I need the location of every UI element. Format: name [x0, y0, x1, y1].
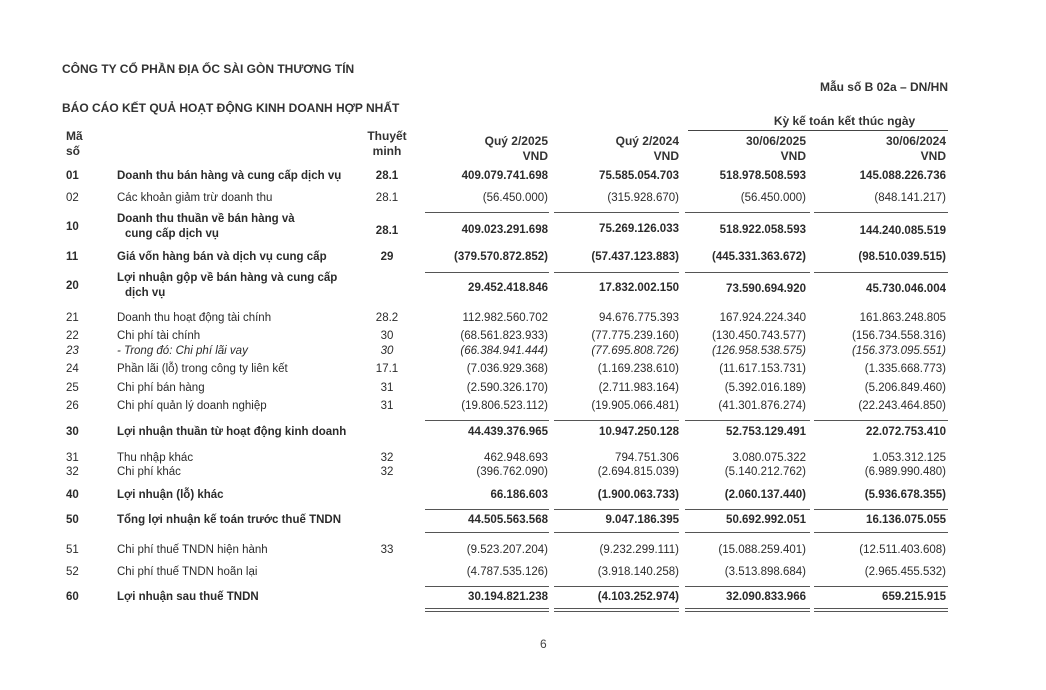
table-row: [0, 426, 1046, 442]
row-label: Chi phí tài chính: [117, 330, 201, 342]
cell-value: 66.186.603: [490, 489, 548, 501]
cell-value: (4.787.535.126): [466, 566, 548, 578]
row-code: 52: [66, 566, 79, 578]
cell-value: 462.948.693: [484, 452, 548, 464]
header-col-unit: VND: [920, 149, 946, 163]
subtotal-rule: [685, 509, 810, 510]
table-row: [0, 514, 1046, 530]
subtotal-rule: [425, 420, 549, 421]
cell-value: (56.450.000): [740, 192, 806, 204]
form-code: Mẫu số B 02a – DN/HN: [819, 80, 948, 94]
row-label: Lợi nhuận (lỗ) khác: [117, 489, 224, 501]
cell-value: 44.505.563.568: [468, 514, 548, 526]
cell-value: (1.900.063.733): [597, 489, 679, 501]
cell-value: (5.936.678.355): [864, 489, 946, 501]
header-col-label: Quý 2/2025: [484, 134, 548, 148]
row-code: 10: [66, 221, 79, 233]
subtotal-rule: [814, 509, 948, 510]
row-note: 33: [380, 544, 394, 556]
table-row: [0, 192, 1046, 208]
cell-value: (2.711.983.164): [598, 382, 679, 394]
header-note-line1: Thuyết: [367, 129, 407, 143]
row-label: Chi phí quản lý doanh nghiệp: [117, 400, 267, 412]
cell-value: (445.331.363.672): [712, 251, 806, 263]
cell-value: 32.090.833.966: [726, 591, 806, 603]
row-label-line2: cung cấp dịch vụ: [125, 228, 219, 240]
cell-value: (2.694.815.039): [597, 466, 679, 478]
double-rule: [685, 608, 810, 609]
row-label: - Trong đó: Chi phí lãi vay: [117, 345, 248, 357]
row-code: 02: [66, 192, 79, 204]
row-note: 32: [380, 466, 394, 478]
table-row: [0, 363, 1046, 379]
cell-value: 94.676.775.393: [599, 312, 679, 324]
cell-value: 45.730.046.004: [866, 283, 946, 295]
table-row: [0, 251, 1046, 267]
table-row: [0, 312, 1046, 328]
cell-value: 44.439.376.965: [468, 426, 548, 438]
cell-value: 167.924.224.340: [719, 312, 806, 324]
cell-value: 794.751.306: [615, 452, 679, 464]
double-rule: [554, 608, 679, 609]
double-rule: [554, 611, 679, 612]
subtotal-rule: [685, 420, 810, 421]
row-label: Chi phí thuế TNDN hoãn lại: [117, 566, 258, 578]
row-label: Lợi nhuận thuần từ hoạt động kinh doanh: [117, 426, 347, 438]
double-rule: [425, 608, 549, 609]
cell-value: (77.775.239.160): [591, 330, 679, 342]
row-code: 31: [66, 452, 79, 464]
cell-value: (5.392.016.189): [724, 382, 806, 394]
cell-value: (56.450.000): [482, 192, 548, 204]
cell-value: (379.570.872.852): [454, 251, 548, 263]
cell-value: (848.141.217): [874, 192, 946, 204]
subtotal-rule: [685, 586, 810, 587]
row-code: 51: [66, 544, 79, 556]
total-rule: [685, 532, 810, 533]
header-col-ytd-2024: [796, 134, 946, 164]
cell-value: 52.753.129.491: [726, 426, 806, 438]
row-label: Chi phí khác: [117, 466, 181, 478]
table-row: [0, 213, 1046, 243]
row-label: Lợi nhuận gộp về bán hàng và cung cấp: [117, 272, 338, 284]
period-group-underline: [688, 130, 948, 131]
cell-value: (22.243.464.850): [858, 400, 946, 412]
cell-value: 112.982.560.702: [462, 312, 548, 324]
row-label: Doanh thu bán hàng và cung cấp dịch vụ: [117, 170, 342, 182]
cell-value: (19.905.066.481): [591, 400, 679, 412]
cell-value: (11.617.153.731): [719, 363, 806, 375]
row-code: 22: [66, 330, 79, 342]
row-note: 28.1: [375, 170, 399, 182]
double-rule: [814, 608, 948, 609]
row-label: Thu nhập khác: [117, 452, 194, 464]
cell-value: 50.692.992.051: [726, 514, 806, 526]
row-note: 29: [380, 251, 394, 263]
cell-value: (126.958.538.575): [712, 345, 806, 357]
header-col-ytd-2025: [656, 134, 806, 164]
cell-value: 73.590.694.920: [726, 283, 806, 295]
cell-value: (15.088.259.401): [718, 544, 806, 556]
row-note: 30: [380, 330, 394, 342]
header-col-q2-2025: [398, 134, 548, 164]
cell-value: 30.194.821.238: [468, 591, 548, 603]
table-row: [0, 400, 1046, 416]
row-code: 50: [66, 514, 79, 526]
row-code: 25: [66, 382, 79, 394]
cell-value: (156.734.558.316): [852, 330, 946, 342]
row-code: 40: [66, 489, 79, 501]
cell-value: 75.585.054.703: [599, 170, 679, 182]
cell-value: 29.452.418.846: [468, 282, 548, 294]
row-code: 24: [66, 363, 79, 375]
report-title: BÁO CÁO KẾT QUẢ HOẠT ĐỘNG KINH DOANH HỢP NHẤT: [62, 101, 400, 115]
cell-value: (66.384.941.444): [460, 345, 548, 357]
subtotal-rule: [814, 420, 948, 421]
row-code: 30: [66, 426, 79, 438]
cell-value: (315.928.670): [607, 192, 679, 204]
header-code: [66, 129, 83, 159]
cell-value: 409.079.741.698: [461, 170, 548, 182]
table-row: [0, 489, 1046, 505]
cell-value: (98.510.039.515): [858, 251, 946, 263]
row-note: 28.2: [375, 312, 399, 324]
cell-value: 3.080.075.322: [732, 452, 806, 464]
cell-value: (156.373.095.551): [852, 345, 946, 357]
subtotal-rule: [554, 509, 679, 510]
cell-value: 518.978.508.593: [719, 170, 806, 182]
header-col-unit: VND: [522, 149, 548, 163]
cell-value: (68.561.823.933): [460, 330, 548, 342]
row-label: Chi phí bán hàng: [117, 382, 205, 394]
cell-value: 144.240.085.519: [859, 225, 946, 237]
cell-value: 10.947.250.128: [599, 426, 679, 438]
header-col-label: Quý 2/2024: [615, 134, 679, 148]
cell-value: (77.695.808.726): [591, 345, 679, 357]
row-note: 28.1: [375, 192, 399, 204]
cell-value: 161.863.248.805: [859, 312, 946, 324]
header-col-unit: VND: [780, 149, 806, 163]
cell-value: (396.762.090): [476, 466, 548, 478]
header-col-label: 30/06/2025: [745, 134, 806, 148]
cell-value: 518.922.058.593: [719, 224, 806, 236]
row-note: 31: [380, 382, 394, 394]
cell-value: (7.036.929.368): [466, 363, 548, 375]
table-row: [0, 382, 1046, 398]
cell-value: (5.140.212.762): [724, 466, 806, 478]
row-note: 28.1: [375, 225, 399, 237]
row-code: 60: [66, 591, 79, 603]
row-code: 23: [66, 345, 79, 357]
table-row: [0, 466, 1046, 482]
cell-value: 75.269.126.033: [599, 223, 679, 235]
total-rule: [425, 532, 549, 533]
cell-value: 17.832.002.150: [599, 282, 679, 294]
header-code-line2: số: [66, 144, 81, 158]
cell-value: (9.232.299.111): [599, 544, 679, 556]
row-label: Doanh thu hoạt động tài chính: [117, 312, 272, 324]
subtotal-rule: [554, 586, 679, 587]
cell-value: 22.072.753.410: [866, 426, 946, 438]
cell-value: 16.136.075.055: [866, 514, 946, 526]
table-row: [0, 170, 1046, 186]
table-row: [0, 591, 1046, 607]
cell-value: (6.989.990.480): [864, 466, 946, 478]
subtotal-rule: [425, 509, 549, 510]
row-label: Chi phí thuế TNDN hiện hành: [117, 544, 268, 556]
row-note: 32: [380, 452, 394, 464]
double-rule: [814, 611, 948, 612]
cell-value: (4.103.252.974): [597, 591, 679, 603]
row-label: Giá vốn hàng bán và dịch vụ cung cấp: [117, 251, 327, 263]
row-note: 31: [380, 400, 394, 412]
cell-value: 145.088.226.736: [859, 170, 946, 182]
double-rule: [425, 611, 549, 612]
subtotal-rule: [814, 586, 948, 587]
row-label: Lợi nhuận sau thuế TNDN: [117, 591, 259, 603]
table-row: [0, 272, 1046, 302]
cell-value: (12.511.403.608): [859, 544, 946, 556]
row-code: 01: [66, 170, 79, 182]
table-row: [0, 544, 1046, 560]
cell-value: (41.301.876.274): [718, 400, 806, 412]
header-code-line1: Mã: [66, 129, 83, 143]
row-label: Doanh thu thuần về bán hàng và: [117, 213, 295, 225]
table-row: [0, 566, 1046, 582]
cell-value: 659.215.915: [882, 591, 946, 603]
cell-value: 1.053.312.125: [872, 452, 946, 464]
cell-value: (130.450.743.577): [712, 330, 806, 342]
cell-value: (3.918.140.258): [597, 566, 679, 578]
row-code: 32: [66, 466, 79, 478]
row-label-line2: dịch vụ: [125, 287, 166, 299]
cell-value: (2.590.326.170): [466, 382, 548, 394]
header-col-unit: VND: [653, 149, 679, 163]
row-label: Các khoản giảm trừ doanh thu: [117, 192, 273, 204]
cell-value: (1.335.668.773): [864, 363, 946, 375]
subtotal-rule: [425, 586, 549, 587]
row-code: 20: [66, 280, 79, 292]
period-group-label: Kỳ kế toán kết thúc ngày: [773, 114, 916, 128]
row-note: 17.1: [375, 363, 399, 375]
header-col-label: 30/06/2024: [885, 134, 946, 148]
cell-value: (5.206.849.460): [864, 382, 946, 394]
company-name: CÔNG TY CỔ PHẦN ĐỊA ỐC SÀI GÒN THƯƠNG TÍN: [62, 62, 355, 76]
row-code: 26: [66, 400, 79, 412]
header-note-line2: minh: [372, 144, 402, 158]
cell-value: (9.523.207.204): [466, 544, 548, 556]
cell-value: 409.023.291.698: [461, 224, 548, 236]
row-label: Phần lãi (lỗ) trong công ty liên kết: [117, 363, 288, 375]
cell-value: (2.965.455.532): [864, 566, 946, 578]
row-label: Tổng lợi nhuận kế toán trước thuế TNDN: [117, 514, 342, 526]
row-note: 30: [380, 345, 394, 357]
cell-value: (19.806.523.112): [461, 400, 548, 412]
cell-value: (1.169.238.610): [597, 363, 679, 375]
total-rule: [814, 532, 948, 533]
double-rule: [685, 611, 810, 612]
subtotal-rule: [554, 420, 679, 421]
cell-value: (57.437.123.883): [591, 251, 679, 263]
row-code: 11: [66, 251, 79, 263]
row-code: 21: [66, 312, 79, 324]
page-number: 6: [540, 637, 547, 651]
cell-value: (2.060.137.440): [724, 489, 806, 501]
cell-value: 9.047.186.395: [605, 514, 679, 526]
table-row: [0, 330, 1046, 346]
table-row: [0, 345, 1046, 361]
cell-value: (3.513.898.684): [724, 566, 806, 578]
total-rule: [554, 532, 679, 533]
